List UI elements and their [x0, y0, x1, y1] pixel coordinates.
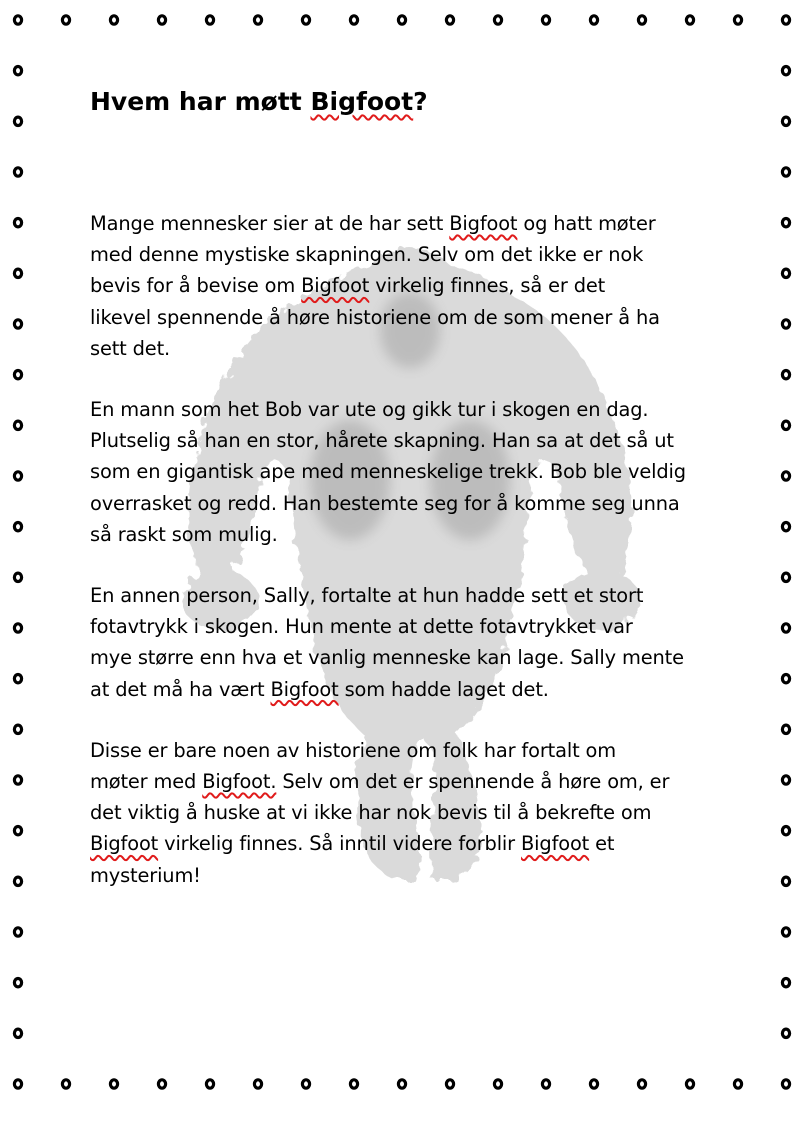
spellcheck-word: Bigfoot	[90, 832, 159, 856]
border-ring	[782, 472, 789, 480]
border-ring	[686, 16, 693, 24]
text-run: som hadde laget det.	[338, 677, 549, 701]
text-run: at det må ha vært	[90, 677, 271, 701]
border-ring	[14, 725, 21, 733]
text-line	[90, 860, 730, 891]
text-line	[90, 456, 730, 487]
border-ring	[110, 1080, 117, 1088]
text-line	[90, 735, 730, 766]
text-line	[90, 580, 730, 611]
text-line	[90, 642, 730, 673]
text-run: En mann som het Bob var ute og gikk tur i skogen en dag.	[90, 398, 649, 422]
spellcheck-word: Bigfoot	[521, 832, 590, 856]
spellcheck-word: Bigfoot.	[202, 770, 277, 794]
text-run: Disse er bare noen av historiene om folk har fortalt om	[90, 738, 616, 762]
border-ring	[14, 117, 21, 125]
title-question-mark: ?	[413, 87, 428, 116]
text-line	[90, 333, 730, 364]
border-ring	[542, 1080, 549, 1088]
border-ring	[14, 218, 21, 226]
text-run: møter med	[90, 770, 203, 794]
border-ring	[494, 16, 501, 24]
border-ring	[734, 16, 741, 24]
border-ring	[206, 16, 213, 24]
title-text: Hvem har møtt	[90, 87, 311, 116]
border-ring	[782, 1080, 789, 1088]
border-ring	[782, 269, 789, 277]
border-ring	[782, 776, 789, 784]
paragraph	[90, 580, 730, 705]
text-run: Plutselig så han en stor, hårete skapning. Han sa at det så ut	[90, 429, 674, 453]
paragraph	[90, 208, 730, 364]
border-ring	[14, 674, 21, 682]
border-ring	[494, 1080, 501, 1088]
spellcheck-word: Bigfoot	[310, 87, 414, 116]
border-ring	[14, 66, 21, 74]
border-ring	[782, 1029, 789, 1037]
border-ring	[350, 1080, 357, 1088]
text-line	[90, 239, 730, 270]
border-ring	[14, 421, 21, 429]
border-ring	[14, 168, 21, 176]
border-ring	[398, 1080, 405, 1088]
border-ring	[782, 66, 789, 74]
text-line	[90, 488, 730, 519]
border-ring	[110, 16, 117, 24]
border-ring	[734, 1080, 741, 1088]
text-run: Mange mennesker sier at de har sett	[90, 212, 450, 235]
paragraph	[90, 735, 730, 891]
spellcheck-word: Bigfoot	[301, 274, 370, 298]
text-line	[90, 208, 730, 239]
text-line	[90, 519, 730, 550]
border-ring	[158, 16, 165, 24]
border-ring	[158, 1080, 165, 1088]
border-ring	[782, 421, 789, 429]
border-ring	[782, 522, 789, 530]
text-run: overrasket og redd. Han bestemte seg for å komme seg unna	[90, 491, 680, 515]
spellcheck-word: Bigfoot	[449, 212, 518, 235]
text-run: som en gigantisk ape med menneskelige trekk. Bob ble veldig	[90, 460, 686, 484]
border-ring	[686, 1080, 693, 1088]
border-ring	[638, 1080, 645, 1088]
border-ring	[398, 16, 405, 24]
border-ring	[782, 218, 789, 226]
border-ring	[542, 16, 549, 24]
text-run: mysterium!	[90, 863, 201, 887]
border-ring	[782, 16, 789, 24]
border-ring	[14, 1029, 21, 1037]
border-ring	[446, 16, 453, 24]
border-ring	[350, 16, 357, 24]
article-body	[90, 208, 730, 921]
border-ring	[14, 16, 21, 24]
text-run: likevel spennende å høre historiene om de som mener å ha	[90, 305, 660, 329]
text-run: mye større enn hva et vanlig menneske kan lage. Sally mente	[90, 646, 684, 670]
border-ring	[206, 1080, 213, 1088]
text-run: bevis for å bevise om	[90, 274, 302, 298]
border-ring	[302, 16, 309, 24]
text-run: det viktig å huske at vi ikke har nok bevis til å bekrefte om	[90, 801, 652, 825]
border-ring	[302, 1080, 309, 1088]
border-ring	[14, 978, 21, 986]
border-ring	[782, 370, 789, 378]
border-ring	[782, 573, 789, 581]
border-ring	[14, 826, 21, 834]
border-ring	[782, 674, 789, 682]
border-ring	[14, 776, 21, 784]
text-line	[90, 270, 730, 301]
border-ring	[14, 320, 21, 328]
border-ring	[782, 877, 789, 885]
text-run: og hatt møter	[517, 212, 656, 235]
border-ring	[254, 16, 261, 24]
border-ring	[638, 16, 645, 24]
border-ring	[782, 978, 789, 986]
text-run: et	[589, 832, 615, 856]
border-ring	[14, 269, 21, 277]
border-ring	[62, 16, 69, 24]
border-ring	[14, 1080, 21, 1088]
text-line	[90, 766, 730, 797]
text-run: Selv om det er spennende å høre om, er	[276, 770, 670, 794]
border-ring	[446, 1080, 453, 1088]
text-line	[90, 674, 730, 705]
border-ring	[14, 624, 21, 632]
text-run: virkelig finnes, så er det	[369, 274, 606, 298]
border-ring	[14, 370, 21, 378]
border-ring	[14, 573, 21, 581]
border-ring	[782, 117, 789, 125]
border-ring	[782, 725, 789, 733]
paragraph	[90, 394, 730, 550]
page-title	[90, 84, 428, 120]
border-ring	[782, 624, 789, 632]
text-run: En annen person, Sally, fortalte at hun hadde sett et stort	[90, 584, 644, 608]
text-line	[90, 828, 730, 859]
border-ring	[62, 1080, 69, 1088]
text-line	[90, 394, 730, 425]
border-ring	[782, 320, 789, 328]
border-ring	[14, 522, 21, 530]
border-ring	[14, 928, 21, 936]
border-ring	[590, 1080, 597, 1088]
text-run: med denne mystiske skapningen. Selv om det ikke er nok	[90, 243, 644, 267]
border-ring	[782, 826, 789, 834]
text-line	[90, 611, 730, 642]
border-ring	[14, 877, 21, 885]
border-ring	[782, 928, 789, 936]
text-run: sett det.	[90, 336, 171, 360]
text-run: virkelig finnes. Så inntil videre forblir	[158, 832, 522, 856]
border-ring	[782, 168, 789, 176]
border-ring	[590, 16, 597, 24]
spellcheck-word: Bigfoot	[270, 677, 339, 701]
border-ring	[254, 1080, 261, 1088]
text-line	[90, 302, 730, 333]
text-line	[90, 425, 730, 456]
border-ring	[14, 472, 21, 480]
text-run: så raskt som mulig.	[90, 522, 278, 546]
text-line	[90, 797, 730, 828]
text-run: fotavtrykk i skogen. Hun mente at dette fotavtrykket var	[90, 615, 633, 639]
